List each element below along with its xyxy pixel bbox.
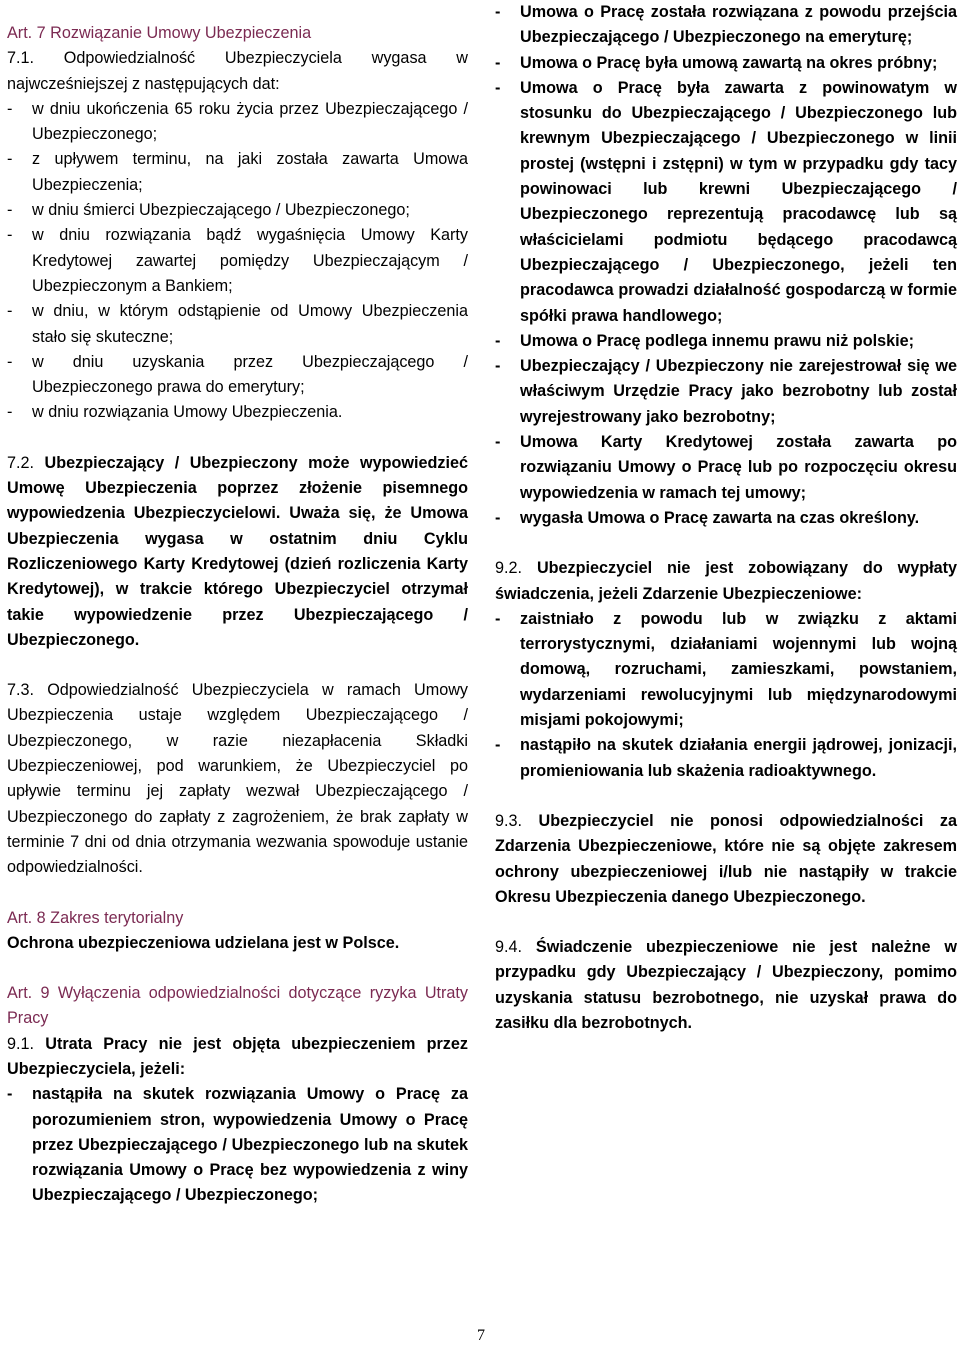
s71-intro: 7.1. Odpowiedzialność Ubezpieczyciela wygasa w najwcześniejszej z następujących dat: <box>7 49 468 93</box>
list-item: - Umowa o Pracę podlega innemu prawu niż polskie; <box>495 331 914 350</box>
list-item: - w dniu ukończenia 65 roku życia przez Ubezpieczającego / Ubezpieczonego; <box>7 99 468 144</box>
list-item: - w dniu uzyskania przez Ubezpieczającego / Ubezpieczonego prawa do emerytury; <box>7 352 468 397</box>
s93-paragraph: 9.3. Ubezpieczyciel nie ponosi odpowiedzialności za Zdarzenia Ubezpieczeniowe, które nie są objęte zakresem ochrony ubezpieczeniowej i/lub nie nastąpiły w trakcie Okresu Ubezpieczenia danego Ubezpieczonego. <box>495 811 958 906</box>
list-item: - w dniu rozwiązania bądź wygaśnięcia Umowy Karty Kredytowej zawartej pomiędzy Ubezpieczającym / Ubezpieczonym a Bankiem; <box>7 226 468 295</box>
s91-paragraph: 9.1. Utrata Pracy nie jest objęta ubezpieczeniem przez Ubezpieczyciela, jeżeli: <box>7 1034 468 1078</box>
list-item: - w dniu śmierci Ubezpieczającego / Ubezpieczonego; <box>7 201 410 220</box>
list-item: - Umowa o Pracę została rozwiązana z powodu przejścia Ubezpieczającego / Ubezpieczonego na emeryturę; <box>495 3 957 47</box>
s91-list-right <box>495 0 957 531</box>
page-number: 7 <box>477 1327 485 1344</box>
s73-paragraph: 7.3. Odpowiedzialność Ubezpieczyciela w ramach Umowy Ubezpieczenia ustaje względem Ubezpieczającego / Ubezpieczonego, w razie niezapłacenia Składki Ubezpieczeniowej, pod warunkiem, że Ubezpieczyciel po upływie terminu jej zapłaty wezwał Ubezpieczającego / Ubezpieczonego do zapłaty z zagrożeniem, że brak zapłaty w terminie 7 dni od dnia otrzymania wezwania spowoduje ustanie odpowiedzialności. <box>7 681 468 877</box>
list-item: - Umowa o Pracę była umową zawartą na okres próbny; <box>495 53 938 72</box>
list-item: - z upływem terminu, na jaki została zawarta Umowa Ubezpieczenia; <box>7 150 468 194</box>
s72-paragraph: 7.2. Ubezpieczający / Ubezpieczony może wypowiedzieć Umowę Ubezpieczenia poprzez złożenie pisemnego wypowiedzenia Ubezpieczycielowi. Uważa się, że Umowa Ubezpieczenia wygasa w ostatnim dniu Cyklu Rozliczeniowego Karty Kredytowej (dzień rozliczenia Karty Kredytowej), w trakcie którego Ubezpieczyciel otrzymał takie wypowiedzenie przez Ubezpieczającego / Ubezpieczonego. <box>7 453 468 649</box>
s94-paragraph: 9.4. Świadczenie ubezpieczeniowe nie jest należne w przypadku gdy Ubezpieczający / Ubezpieczony, pomimo uzyskania statusu bezrobotnego, nie uzyskał prawa do zasiłku dla bezrobotnych. <box>495 938 957 1032</box>
s91-list-left <box>7 1082 468 1208</box>
list-item: - w dniu, w którym odstąpienie od Umowy Ubezpieczenia stało się skuteczne; <box>7 302 468 346</box>
list-item: - wygasła Umowa o Pracę zawarta na czas określony. <box>495 508 920 527</box>
list-item: - Ubezpieczający / Ubezpieczony nie zarejestrował się we właściwym Urzędzie Pracy jako bezrobotny lub został wyrejestrowany jako bezrobotny; <box>495 357 957 426</box>
s71-list <box>7 97 468 426</box>
list-item: - nastąpiło na skutek działania energii jądrowej, jonizacji, promieniowania lub skażenia radioaktywnego. <box>495 736 957 780</box>
list-item: - Umowa o Pracę była zawarta z powinowatym w stosunku do Ubezpieczającego / Ubezpieczonego lub krewnym Ubezpieczającego / Ubezpieczonego w linii prostej (wstępni i zstępni) w tym w przypadku gdy tacy powinowaci lub krewni Ubezpieczającego / Ubezpieczonego reprezentują pracodawcę lub są właścicielami podmiotu będącego pracodawcą Ubezpieczającego / Ubezpieczonego, jeżeli ten pracodawca prowadzi działalność gospodarczą w formie spółki prawa handlowego; <box>495 78 957 325</box>
left-column <box>7 0 468 1209</box>
list-item: - Umowa Karty Kredytowej została zawarta po rozwiązaniu Umowy o Pracę lub po rozpoczęciu okresu wypowiedzenia w ramach tej umowy; <box>495 433 957 502</box>
art9-heading: Art. 9 Wyłączenia odpowiedzialności dotyczące ryzyka Utraty Pracy <box>7 984 468 1028</box>
list-item: - zaistniało z powodu lub w związku z aktami terrorystycznymi, działaniami wojennymi lub wojną domową, rozruchami, zamieszkami, powstaniem, wydarzeniami rewolucyjnymi lub międzynarodowymi misjami pokojowymi; <box>495 609 957 730</box>
art8-text: Ochrona ubezpieczeniowa udzielana jest w Polsce. <box>7 933 400 952</box>
art8-heading: Art. 8 Zakres terytorialny <box>7 908 184 927</box>
list-item: - w dniu rozwiązania Umowy Ubezpieczenia. <box>7 403 343 422</box>
right-column <box>495 0 957 1036</box>
art7-heading: Art. 7 Rozwiązanie Umowy Ubezpieczenia <box>7 24 312 42</box>
s92-paragraph: 9.2. Ubezpieczyciel nie jest zobowiązany do wypłaty świadczenia, jeżeli Zdarzenie Ubezpieczeniowe: <box>495 559 958 603</box>
list-item: - nastąpiła na skutek rozwiązania Umowy o Pracę za porozumieniem stron, wypowiedzenia Umowy o Pracę przez Ubezpieczającego / Ubezpieczonego lub na skutek rozwiązania Umowy o Pracę bez wypowiedzenia z winy Ubezpieczającego / Ubezpieczonego; <box>7 1085 468 1205</box>
s92-list <box>495 607 957 784</box>
